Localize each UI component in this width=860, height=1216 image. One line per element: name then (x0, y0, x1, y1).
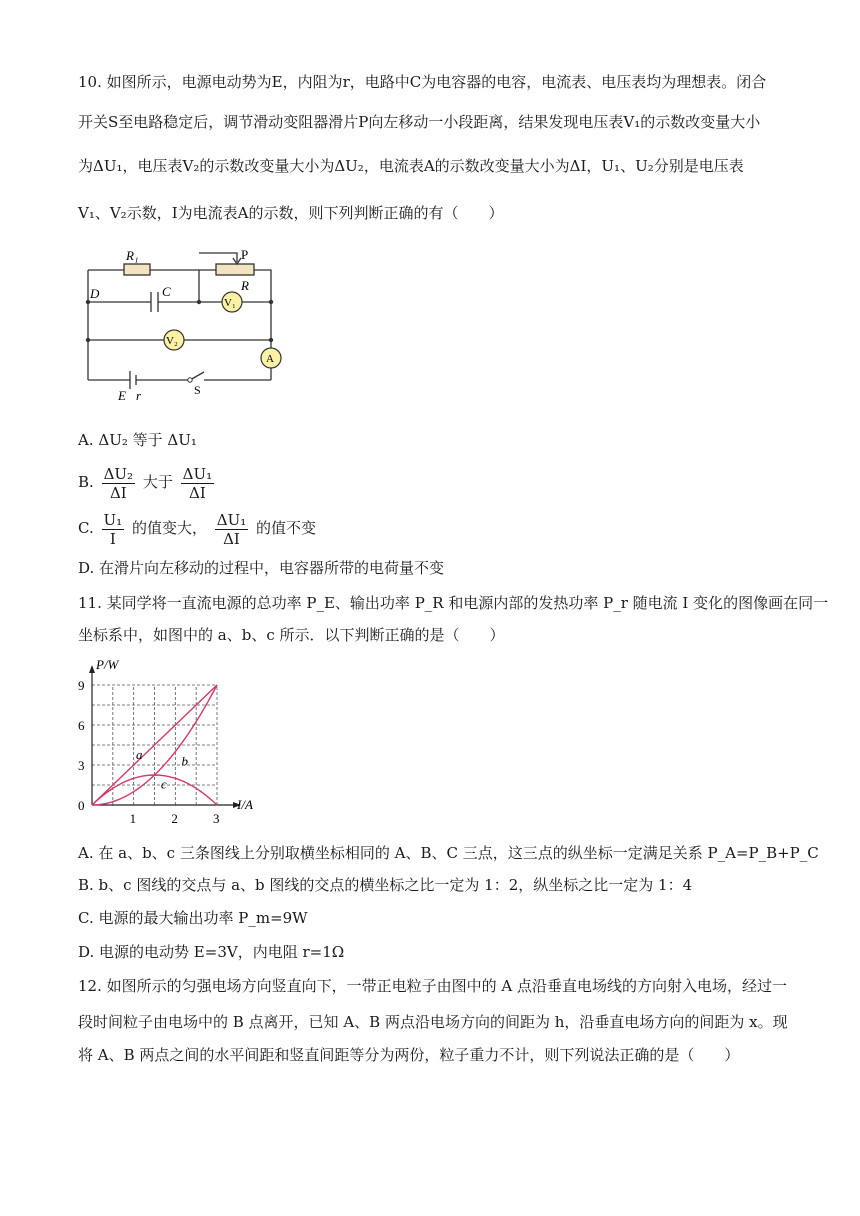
fraction-num: ΔU₂ (103, 464, 134, 483)
q12-line1: 12. 如图所示的匀强电场方向竖直向下，一带正电粒子由图中的 A 点沿垂直电场线的方向射入电场，经过一 (78, 977, 787, 995)
x-tick-label: 2 (171, 811, 178, 826)
fraction-num: U₁ (103, 510, 123, 529)
label-s: S (194, 383, 201, 397)
option-b-mid: 大于 (142, 473, 173, 491)
fraction-num: ΔU₁ (216, 510, 247, 529)
q12-line2: 段时间粒子由电场中的 B 点离开，已知 A、B 两点沿电场方向的间距为 h，沿垂直电场方向的间距为 x。现 (78, 1013, 788, 1031)
label-e: E (118, 388, 126, 403)
label-r-internal: r (136, 388, 142, 403)
label-p: P (241, 247, 249, 262)
q11-line2: 坐标系中，如图中的 a、b、c 所示．以下判断正确的是（ ） (78, 626, 505, 644)
q11-option-d: D. 电源的电动势 E=3V，内电阻 r=1Ω (78, 943, 345, 961)
fraction (215, 511, 249, 548)
fraction-num: ΔU₁ (182, 464, 213, 483)
option-c-prefix: C. (78, 519, 94, 537)
q10-line2: 开关S至电路稳定后，调节滑动变阻器滑片P向左移动一小段距离，结果发现电压表V₁的示数改变量大小 (78, 113, 761, 131)
series-label-b: b (181, 753, 188, 769)
x-tick-label: 1 (129, 811, 137, 826)
q10-line3: 为ΔU₁，电压表V₂的示数改变量大小为ΔU₂，电流表A的示数改变量大小为ΔI，U₁、U₂分别是电压表 (78, 157, 744, 175)
y-tick-label: 9 (78, 678, 85, 693)
label-v1: V₁ (224, 297, 236, 309)
fraction (181, 465, 215, 502)
q10-option-a: A. ΔU₂ 等于 ΔU₁ (78, 431, 197, 449)
x-tick-label: 3 (213, 811, 220, 826)
q10-line1: 10. 如图所示，电源电动势为E，内阻为r，电路中C为电容器的电容，电流表、电压表均为理想表。闭合 (78, 73, 767, 91)
q10-option-d: D. 在滑片向左移动的过程中，电容器所带的电荷量不变 (78, 559, 445, 577)
q11-option-b: B. b、c 图线的交点与 a、b 图线的交点的横坐标之比一定为 1：2，纵坐标之比一定为 1：4 (78, 876, 693, 894)
q10-option-c (78, 510, 316, 548)
y-axis-arrow (89, 665, 95, 673)
y-tick-label: 6 (78, 718, 85, 733)
y-tick-label: 3 (78, 758, 85, 773)
tick-label: 0 (78, 798, 85, 813)
label-r: R (241, 278, 249, 293)
series-label-c: c (160, 776, 167, 792)
q11-option-c: C. 电源的最大输出功率 P_m=9W (78, 909, 308, 927)
option-c-tail: 的值不变 (256, 519, 317, 537)
q12-line3: 将 A、B 两点之间的水平间距和竖直间距等分为两份，粒子重力不计，则下列说法正确的是（ ） (78, 1046, 740, 1064)
circuit-diagram (78, 240, 298, 410)
label-c: C (162, 284, 171, 299)
option-b-prefix: B. (78, 473, 94, 491)
fraction-den: ΔI (223, 529, 240, 548)
fraction (102, 465, 136, 502)
x-axis-label: I/A (237, 797, 253, 812)
fraction-den: ΔI (189, 483, 206, 502)
label-r1: R₁ (126, 248, 139, 263)
option-c-mid: 的值变大， (131, 519, 207, 537)
y-axis-label: P/W (96, 657, 119, 672)
q10-option-b (78, 464, 217, 502)
power-current-chart (70, 655, 280, 830)
fraction-den: I (109, 529, 116, 548)
fraction-den: ΔI (109, 483, 127, 502)
q11-option-a: A. 在 a、b、c 三条图线上分别取横坐标相同的 A、B、C 三点，这三点的纵坐标一定满足关系 P_A=P_B+P_C (78, 844, 819, 862)
label-a: A (266, 353, 274, 365)
q11-line1: 11. 某同学将一直流电源的总功率 P_E、输出功率 P_R 和电源内部的发热功率 P_r 随电流 I 变化的图像画在同一 (78, 594, 829, 612)
series-label-a: a (136, 747, 143, 762)
label-d: D (90, 286, 100, 301)
q10-line4: V₁、V₂示数，I为电流表A的示数，则下列判断正确的有（ ） (78, 204, 504, 222)
label-v2: V₂ (166, 335, 178, 347)
fraction (102, 511, 125, 548)
